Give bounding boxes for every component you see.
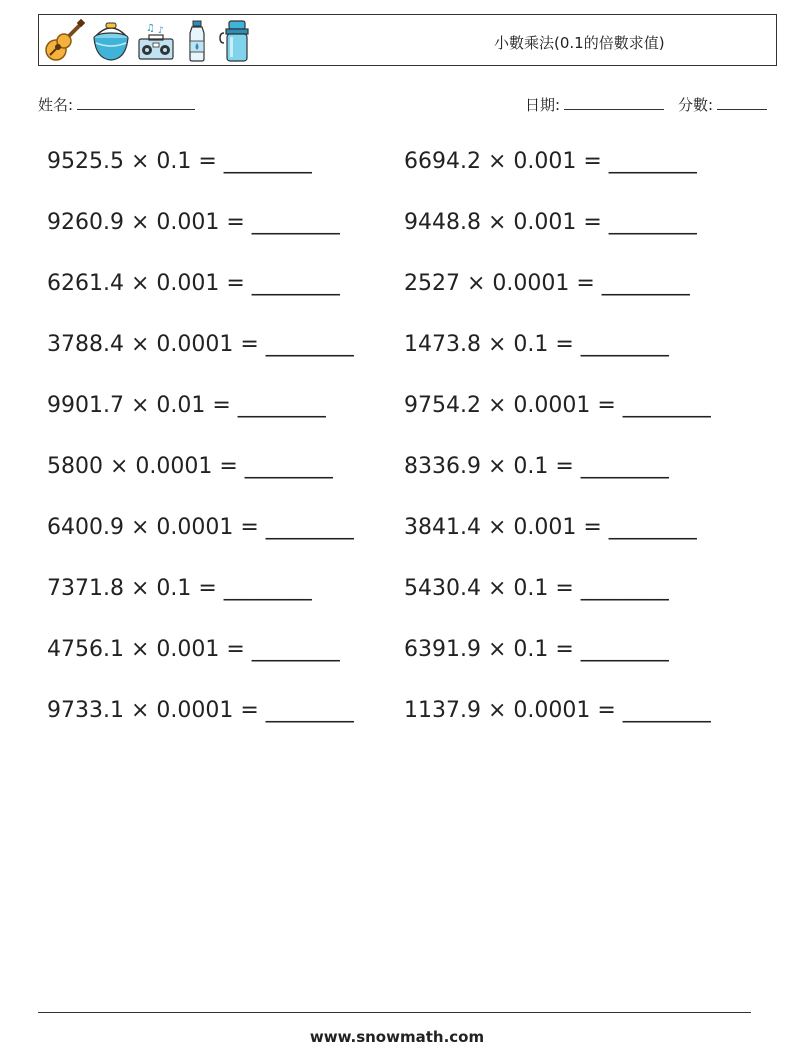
worksheet-title: 小數乘法(0.1的倍數求值) <box>494 34 665 52</box>
problem: 9260.9 × 0.001 = ________ <box>47 210 340 235</box>
problem: 6391.9 × 0.1 = ________ <box>404 637 669 662</box>
footer-url[interactable]: www.snowmath.com <box>309 1028 485 1046</box>
guitar-icon <box>42 19 86 63</box>
water-bottle-icon <box>180 19 214 63</box>
problem: 5430.4 × 0.1 = ________ <box>404 576 669 601</box>
problem: 5800 × 0.0001 = ________ <box>47 454 333 479</box>
worksheet-header <box>38 14 777 66</box>
date-blank[interactable] <box>564 95 664 110</box>
problem: 9448.8 × 0.001 = ________ <box>404 210 697 235</box>
thermos-icon <box>218 19 258 63</box>
problem: 4756.1 × 0.001 = ________ <box>47 637 340 662</box>
score-label: 分數: <box>678 96 714 114</box>
problem: 7371.8 × 0.1 = ________ <box>47 576 312 601</box>
svg-text:♫: ♫ <box>146 23 155 34</box>
problem: 1473.8 × 0.1 = ________ <box>404 332 669 357</box>
date-label: 日期: <box>525 96 561 114</box>
problem: 3788.4 × 0.0001 = ________ <box>47 332 354 357</box>
problem: 9901.7 × 0.01 = ________ <box>47 393 326 418</box>
bucket-icon <box>90 19 132 63</box>
problem: 2527 × 0.0001 = ________ <box>404 271 690 296</box>
problem: 9754.2 × 0.0001 = ________ <box>404 393 711 418</box>
icon-strip <box>42 19 258 63</box>
problem: 6694.2 × 0.001 = ________ <box>404 149 697 174</box>
problem: 3841.4 × 0.001 = ________ <box>404 515 697 540</box>
score-blank[interactable] <box>717 95 767 110</box>
problem: 6261.4 × 0.001 = ________ <box>47 271 340 296</box>
svg-text:♪: ♪ <box>158 26 164 36</box>
problem: 6400.9 × 0.0001 = ________ <box>47 515 354 540</box>
problem: 1137.9 × 0.0001 = ________ <box>404 698 711 723</box>
score-field <box>678 94 767 115</box>
boombox-icon <box>136 19 176 63</box>
name-label: 姓名: <box>38 96 74 114</box>
date-field <box>525 94 664 115</box>
problem: 9525.5 × 0.1 = ________ <box>47 149 312 174</box>
name-blank[interactable] <box>77 95 195 110</box>
problem: 9733.1 × 0.0001 = ________ <box>47 698 354 723</box>
problem: 8336.9 × 0.1 = ________ <box>404 454 669 479</box>
footer-divider <box>38 1012 751 1013</box>
name-field <box>38 94 195 115</box>
